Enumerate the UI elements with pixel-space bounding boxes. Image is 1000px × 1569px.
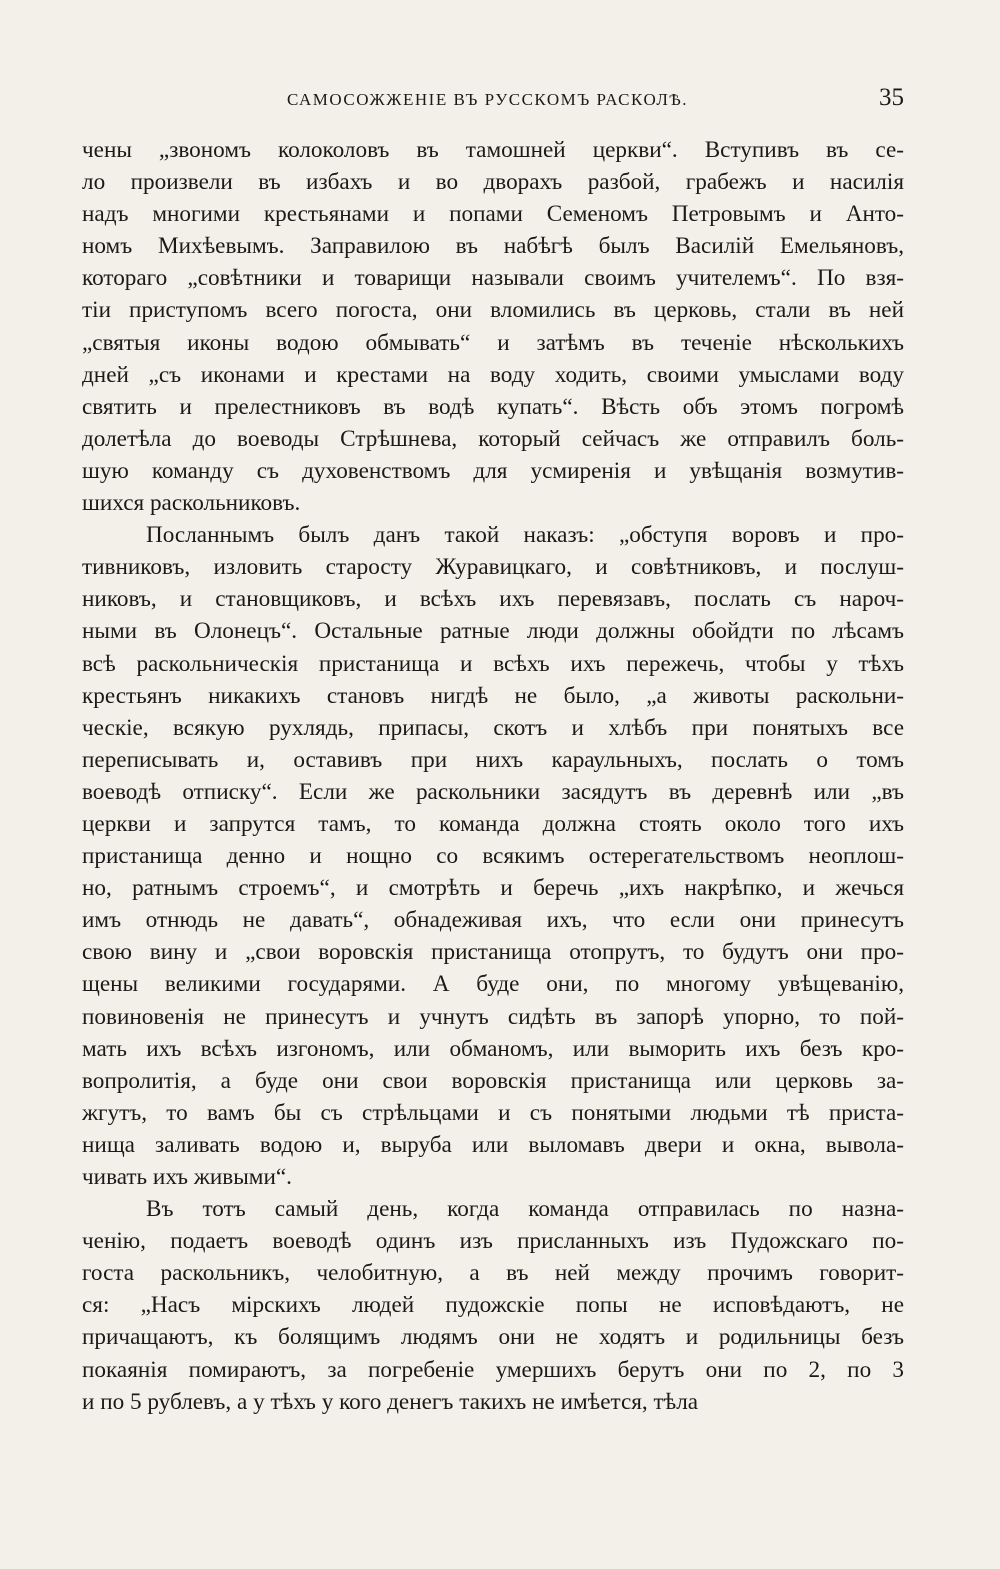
text-line: „святыя иконы водою обмывать“ и затѣмъ въ теченіе нѣсколькихъ	[82, 329, 904, 356]
text-line: дней „съ иконами и крестами на воду ходить, своими умыслами воду	[82, 361, 904, 388]
text-line: шихся раскольниковъ.	[82, 490, 301, 517]
text-line: ся: „Насъ мірскихъ людей пудожскіе попы не исповѣдаютъ, не	[82, 1292, 904, 1319]
text-line: пристанища денно и нощно со всякимъ остерегательствомъ неоплош-	[82, 843, 904, 870]
text-line: шую команду съ духовенствомъ для усмиренія и увѣщанія возмутив-	[82, 457, 904, 484]
text-line: тивниковъ, изловить старосту Журавицкаго, и совѣтниковъ, и послуш-	[82, 554, 904, 581]
text-line: долетѣла до воеводы Стрѣшнева, который сейчасъ же отправилъ боль-	[82, 425, 904, 452]
text-line: жгутъ, то вамъ бы съ стрѣльцами и съ понятыми людьми тѣ приста-	[82, 1099, 904, 1126]
text-line: нища заливать водою и, выруба или выломавъ двери и окна, выволa-	[82, 1131, 904, 1158]
paragraph	[82, 134, 904, 519]
text-line: котораго „совѣтники и товарищи называли своимъ учителемъ“. По взя-	[82, 265, 904, 292]
text-line: вопролитія, а буде они свои воровскія пристанища или церковь за-	[82, 1067, 904, 1094]
text-line: покаянія помираютъ, за погребеніе умершихъ берутъ они по 2, по 3	[82, 1356, 904, 1383]
text-line: госта раскольникъ, челобитную, а въ ней между прочимъ говорит-	[82, 1260, 904, 1287]
text-line: тіи приступомъ всего погоста, они вломились въ церковь, стали въ ней	[82, 297, 904, 324]
text-line: имъ отнюдь не давать“, обнадеживая ихъ, что если они принесутъ	[82, 907, 904, 934]
text-line: Посланнымъ былъ данъ такой наказъ: „обступя воровъ и про-	[146, 522, 904, 549]
page-number: 35	[879, 84, 904, 111]
text-line: всѣ раскольническія пристанища и всѣхъ ихъ пережечь, чтобы у тѣхъ	[82, 650, 904, 677]
running-title: САМОСОЖЖЕНІЕ ВЪ РУССКОМЪ РАСКОЛѢ.	[287, 90, 689, 109]
text-line: и по 5 рублевъ, а у тѣхъ у кого денегъ такихъ не имѣется, тѣла	[82, 1388, 699, 1415]
text-line: ными въ Олонецъ“. Остальные ратные люди должны обойдти по лѣсамъ	[82, 618, 904, 645]
body-text	[82, 134, 904, 1418]
text-line: переписывать и, оставивъ при нихъ караульныхъ, послать о томъ	[82, 746, 904, 773]
text-line: номъ Михѣевымъ. Заправилою въ набѣгѣ былъ Василій Емельяновъ,	[82, 233, 904, 260]
text-line: никовъ, и становщиковъ, и всѣхъ ихъ перевязавъ, послать съ нароч-	[82, 586, 904, 613]
text-line: ческіе, всякую рухлядь, припасы, скотъ и хлѣбъ при понятыхъ все	[82, 714, 904, 741]
text-line: церкви и запрутся тамъ, то команда должна стоять около того ихъ	[82, 810, 904, 837]
page-header	[82, 84, 904, 118]
text-line: мать ихъ всѣхъ изгономъ, или обманомъ, или выморить ихъ безъ кро-	[82, 1035, 904, 1062]
text-line: надъ многими крестьянами и попами Семеномъ Петровымъ и Анто-	[82, 201, 904, 228]
text-line: ло произвели въ избахъ и во дворахъ разбой, грабежъ и насилія	[82, 169, 904, 196]
text-line: крестьянъ никакихъ становъ нигдѣ не было, „а животы раскольни-	[82, 682, 904, 709]
text-line: повиновенія не принесутъ и учнутъ сидѣть въ запорѣ упорно, то пой-	[82, 1003, 904, 1030]
text-line: причащаютъ, къ болящимъ людямъ они не ходятъ и родильницы безъ	[82, 1324, 904, 1351]
text-line: но, ратнымъ строемъ“, и смотрѣть и беречь „ихъ накрѣпко, и жечься	[82, 875, 904, 902]
text-line: воеводѣ отписку“. Если же раскольники засядутъ въ деревнѣ или „въ	[82, 778, 904, 805]
text-line: Въ тотъ самый день, когда команда отправилась по назна-	[146, 1196, 904, 1223]
text-line: святить и прелестниковъ въ водѣ купать“. Вѣсть объ этомъ погромѣ	[82, 393, 904, 420]
text-line: чены „звономъ колоколовъ въ тамошней церкви“. Вступивъ въ се-	[82, 137, 904, 163]
text-line: ченію, подаетъ воеводѣ одинъ изъ присланныхъ изъ Пудожскаго по-	[82, 1228, 904, 1255]
paragraph	[82, 1193, 904, 1418]
text-line: чивать ихъ живыми“.	[82, 1164, 292, 1190]
text-line: щены великими государями. А буде они, по многому увѣщеванію,	[82, 971, 904, 998]
paragraph	[82, 519, 904, 1193]
text-line: свою вину и „свои воровскія пристанища отопрутъ, то будутъ они про-	[82, 939, 904, 966]
